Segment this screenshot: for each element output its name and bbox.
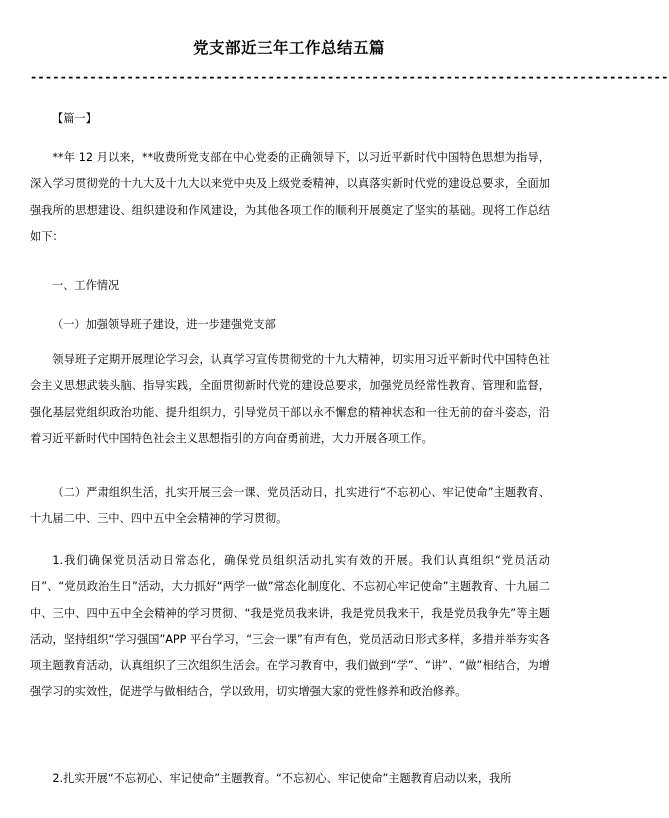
sub-heading-leadership: （一）加强领导班子建设，进一步建强党支部	[52, 318, 276, 331]
intro-paragraph: **年 12 月以来，**收费所党支部在中心党委的正确领导下，以习近平新时代中国特色思想为指导，深入学习贯彻党的十九大及十九大以来党中央及上级党委精神，以真落实新时代党的建设总要求，全面加强我所的思想建设、组织建设和作风建设，为其他各项工作的顺利开展奠定了坚实的基础。现将工作总结如下：	[30, 151, 550, 243]
heading-work-situation: 一、工作情况	[52, 279, 120, 292]
sub-heading-organization: （二）严肃组织生活，扎实开展三会一课、党员活动日，扎实进行“不忘初心、牢记使命”主题教育、十九届二中、三中、四中五中全会精神的学习贯彻。	[30, 486, 550, 526]
paragraph-leadership: 领导班子定期开展理论学习会，认真学习宣传贯彻党的十九大精神，切实用习近平新时代中国特色社会主义思想武装头脑、指导实践，全面贯彻新时代党的建设总要求，加强党员经常性教育、管理和监督，强化基层党组织政治功能、提升组织力，引导党员干部以永不懈怠的精神状态和一往无前的奋斗姿态，沿着习近平新时代中国特色社会主义思想指引的方向奋勇前进，大力开展各项工作。	[30, 353, 550, 445]
paragraph-theme-education: 2.扎实开展“不忘初心、牢记使命”主题教育。“不忘初心、牢记使命”主题教育启动以来，我所	[52, 772, 512, 785]
document-title: 党支部近三年工作总结五篇	[192, 39, 385, 57]
paragraph-activity-day: 1.我们确保党员活动日常态化，确保党员组织活动扎实有效的开展。我们认真组织“党员活动日”、“党员政治生日”活动，大力抓好“两学一做”常态化制度化、不忘初心牢记使命”主题教育、十九届二中、三中、四中五中全会精神的学习贯彻、“我是党员我来讲，我是党员我来干，我是党员我争先”等主题活动，坚持组织“学习强国”APP 平台学习，“三会一课”有声有色，党员活动日形式多样，多措并举夯实各项主题教育活动，认真组织了三次组织生活会。在学习教育中，我们做到“学”、“讲”、“做”相结合，为增强学习的实效性，促进学与做相结合，学以致用，切实增强大家的党性修养和政治修养。	[30, 554, 550, 699]
section-label: 【篇一】	[52, 112, 97, 125]
dashed-divider: --------------------------------------------------------------------------------------	[30, 70, 669, 84]
